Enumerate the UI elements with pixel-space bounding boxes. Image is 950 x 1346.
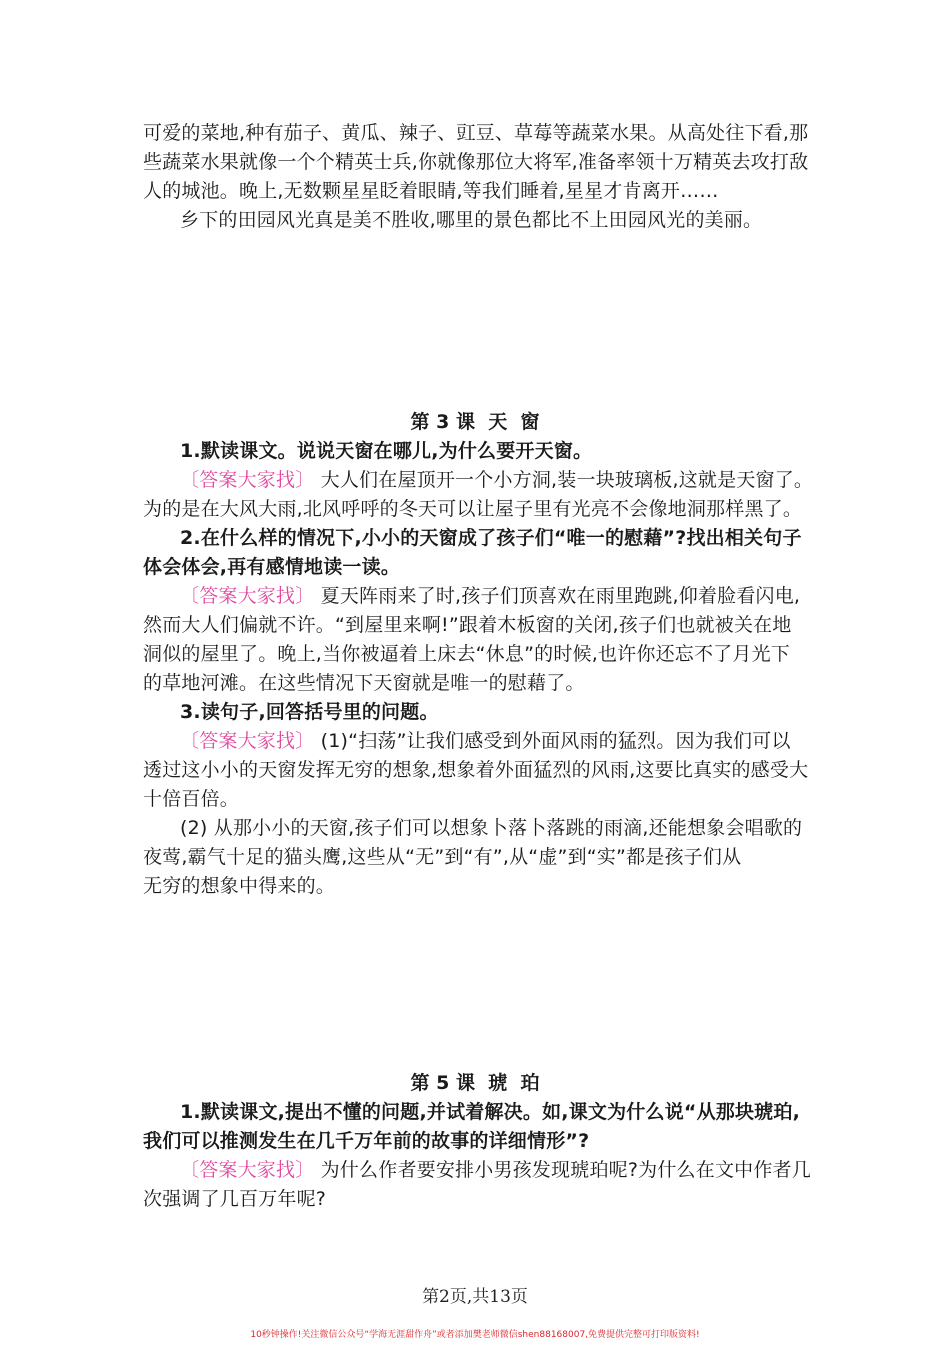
lesson5-q1-line-1: 1.默读课文,提出不懂的问题,并试着解决。如,课文为什么说“从那块琥珀, [180,1101,800,1123]
lesson3-a3-line: 十倍百倍。 [143,788,240,810]
answer-tag: 〔答案大家找〕 [180,585,315,607]
lesson3-a1 [180,468,813,492]
lesson3-name: 天 窗 [488,411,540,433]
intro-closing: 乡下的田园风光真是美不胜收,哪里的景色都比不上田园风光的美丽。 [180,209,763,231]
lesson5-a1-first: 为什么作者要安排小男孩发现琥珀呢?为什么在文中作者几 [320,1159,811,1181]
lesson3-a3-part2-line: 无穷的想象中得来的。 [143,875,336,897]
lesson3-q2-line-1: 2.在什么样的情况下,小小的天窗成了孩子们“唯一的慰藉”?找出相关句子 [180,527,802,549]
answer-tag: 〔答案大家找〕 [180,730,315,752]
lesson3-a1-line: 为的是在大风大雨,北风呼呼的冬天可以让屋子里有光亮不会像地洞那样黑了。 [143,498,803,520]
lesson3-a2-line: 然而大人们偏就不许。“到屋里来啊!”跟着木板窗的关闭,孩子们也就被关在地 [143,614,792,636]
lesson3-num: 第 3 课 [410,411,475,433]
lesson3-a3-first: (1)“扫荡”让我们感受到外面风雨的猛烈。因为我们可以 [320,730,791,752]
page-number: 第2页,共13页 [422,1287,528,1307]
lesson5-num: 第 5 课 [410,1072,475,1094]
answer-tag: 〔答案大家找〕 [180,1159,315,1181]
lesson3-a2-first: 夏天阵雨来了时,孩子们顶喜欢在雨里跑跳,仰着脸看闪电, [320,585,801,607]
lesson3-a3-part2-line: 夜莺,霸气十足的猫头鹰,这些从“无”到“有”,从“虚”到“实”都是孩子们从 [143,846,742,868]
intro-line-2: 些蔬菜水果就像一个个精英士兵,你就像那位大将军,准备率领十万精英去攻打敌 [143,151,809,173]
lesson3-title [0,410,950,434]
lesson5-a1-line: 次强调了几百万年呢? [143,1188,327,1210]
lesson3-a2-line: 的草地河滩。在这些情况下天窗就是唯一的慰藉了。 [143,672,585,694]
lesson3-q2-line-2: 体会体会,再有感情地读一读。 [143,556,401,578]
lesson3-a2 [180,584,813,608]
intro-line-1: 可爱的菜地,种有茄子、黄瓜、辣子、豇豆、草莓等蔬菜水果。从高处往下看,那 [143,122,809,144]
intro-line-3: 人的城池。晚上,无数颗星星眨着眼睛,等我们睡着,星星才肯离开…… [143,180,719,202]
lesson5-a1 [180,1158,813,1182]
lesson5-q1-line-2: 我们可以推测发生在几千万年前的故事的详细情形”? [143,1130,590,1152]
lesson3-a3 [180,729,813,753]
lesson3-q3: 3.读句子,回答括号里的问题。 [180,701,439,723]
lesson5-title [0,1071,950,1095]
lesson3-a3-line: 透过这小小的天窗发挥无穷的想象,想象着外面猛烈的风雨,这要比真实的感受大 [143,759,809,781]
lesson3-q1: 1.默读课文。说说天窗在哪儿,为什么要开天窗。 [180,440,593,462]
promo-notice: 10秒钟操作!关注微信公众号“学海无涯甜作舟”或者添加樊老师微信shen88168007,免费提供完整可打印版资料! [250,1330,700,1340]
lesson3-a1-first: 大人们在屋顶开一个小方洞,装一块玻璃板,这就是天窗了。 [320,469,814,491]
lesson3-a3-part2: (2) 从那小小的天窗,孩子们可以想象卜落卜落跳的雨滴,还能想象会唱歌的 [180,817,803,839]
lesson5-name: 琥 珀 [488,1072,540,1094]
answer-tag: 〔答案大家找〕 [180,469,315,491]
lesson3-a2-line: 洞似的屋里了。晚上,当你被逼着上床去“休息”的时候,也许你还忘不了月光下 [143,643,790,665]
